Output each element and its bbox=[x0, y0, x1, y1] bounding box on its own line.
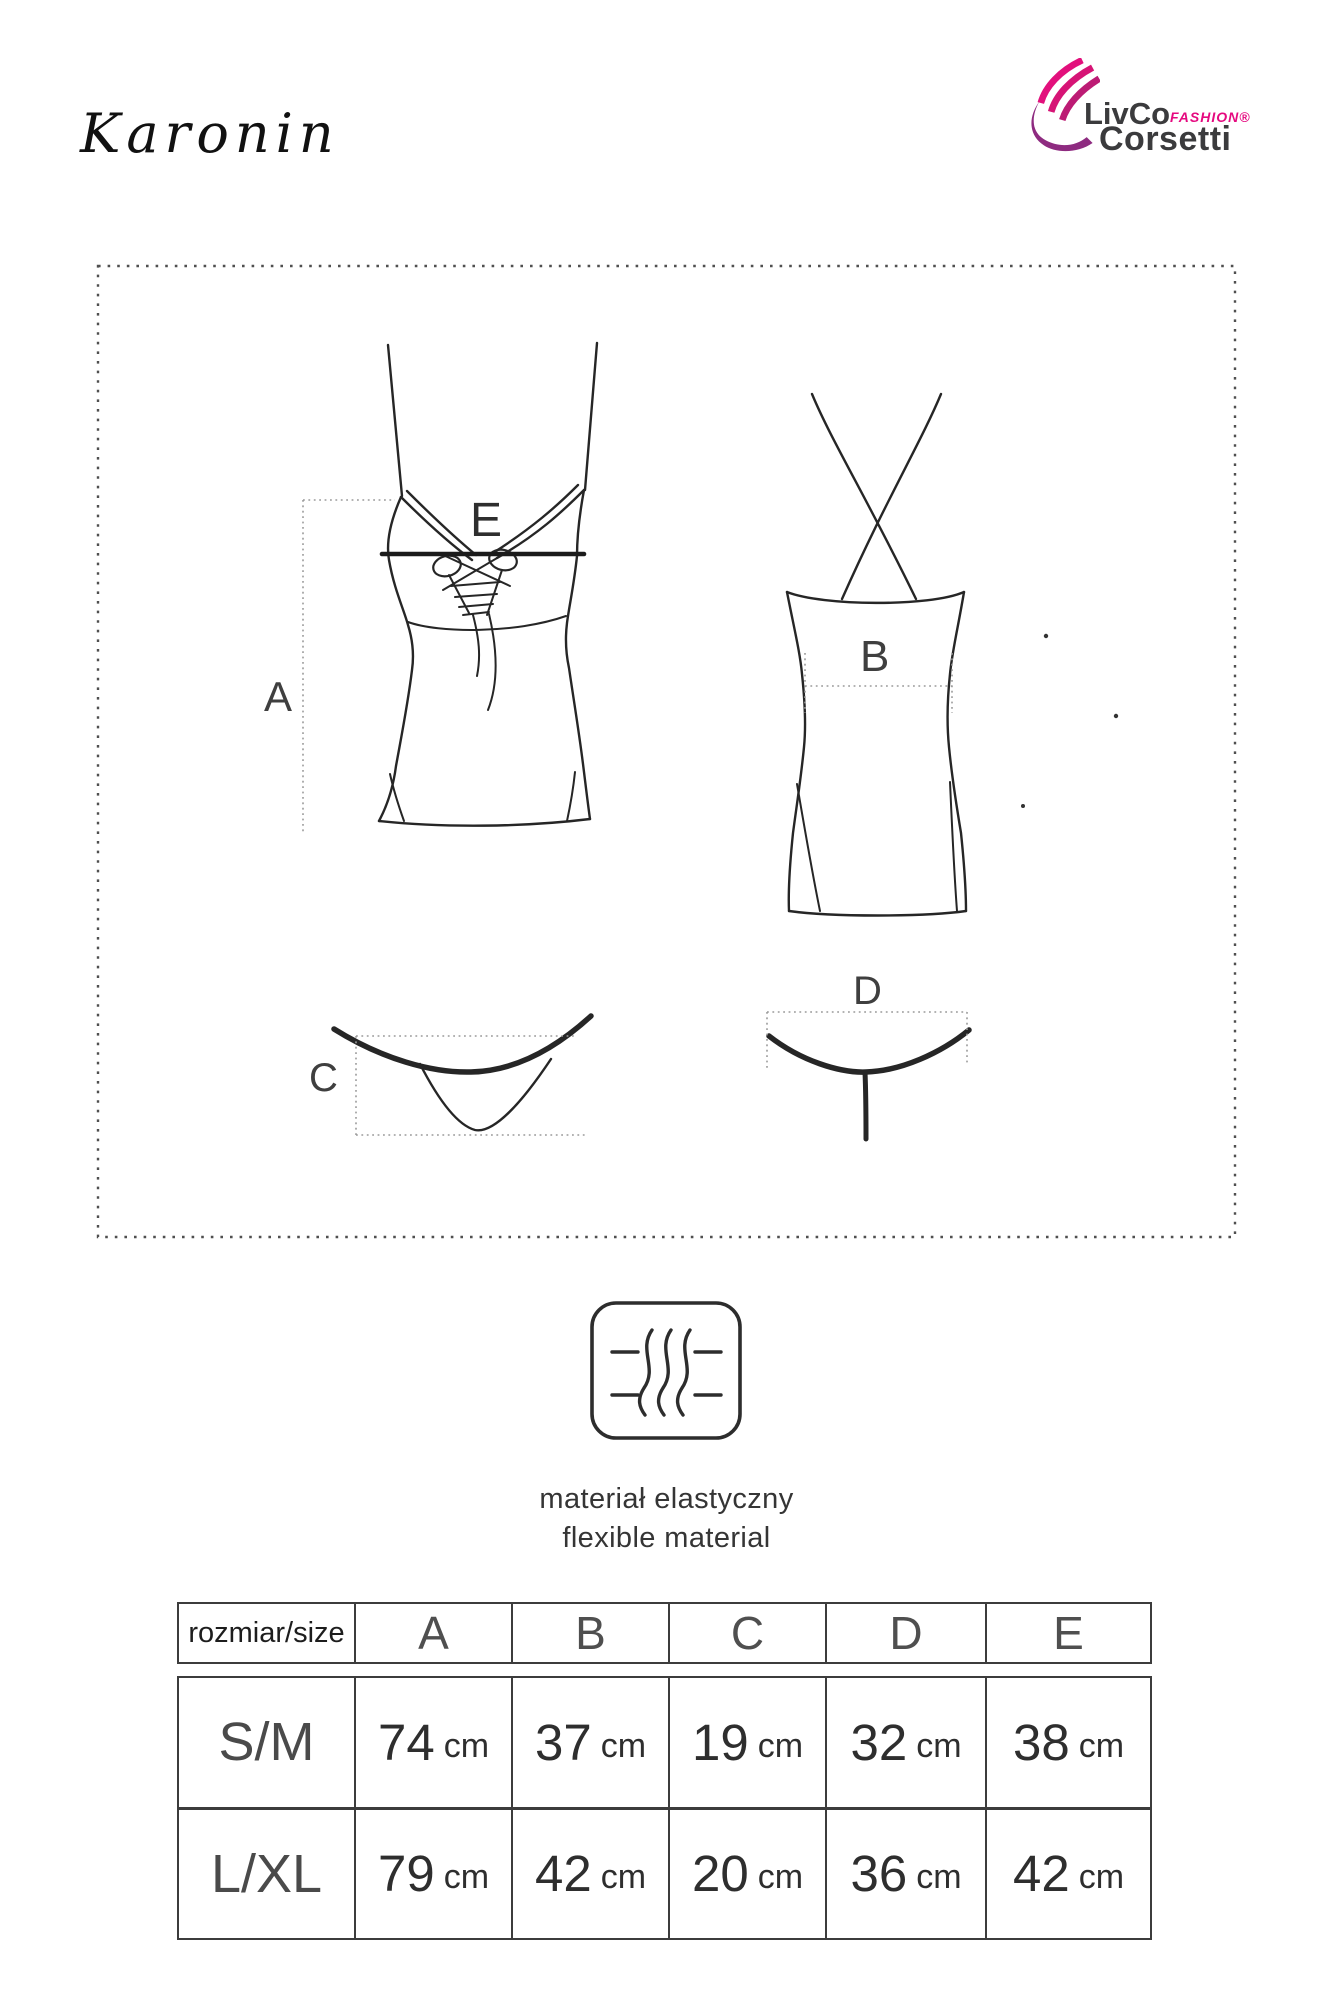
header-cell-size: rozmiar/size bbox=[188, 1616, 345, 1649]
measurement-label-c: C bbox=[309, 1056, 338, 1100]
size-cell: S/M bbox=[218, 1712, 315, 1773]
flexible-material-icon bbox=[592, 1303, 740, 1438]
logo-brand-top: LivCo bbox=[1084, 96, 1171, 131]
measurement-label-b: B bbox=[860, 632, 890, 681]
measurement-a bbox=[264, 500, 395, 834]
value-cell: 19 cm bbox=[668, 1678, 825, 1807]
header-cell-d: D bbox=[825, 1604, 985, 1662]
value-cell: 79 cm bbox=[354, 1810, 511, 1939]
front-view-drawing bbox=[379, 343, 597, 826]
header-cell-a: A bbox=[354, 1604, 511, 1662]
table-row-lxl bbox=[179, 1807, 1150, 1939]
value-cell: 74 cm bbox=[354, 1678, 511, 1807]
scan-specks bbox=[1021, 634, 1118, 808]
logo-fashion-tag: FASHION® bbox=[1170, 109, 1251, 125]
value-cell: 20 cm bbox=[668, 1810, 825, 1939]
material-caption-line1: materiał elastyczny bbox=[539, 1483, 794, 1515]
measurement-label-a: A bbox=[264, 673, 293, 720]
size-table-header bbox=[177, 1602, 1152, 1664]
size-table-body bbox=[177, 1676, 1152, 1940]
measurement-label-d: D bbox=[853, 969, 882, 1013]
value-cell: 37 cm bbox=[511, 1678, 668, 1807]
value-cell: 36 cm bbox=[825, 1810, 985, 1939]
material-caption-line2: flexible material bbox=[562, 1522, 771, 1554]
page-title: Karonin bbox=[80, 102, 340, 165]
panties-front-drawing bbox=[334, 1016, 591, 1130]
panties-back-drawing bbox=[769, 1030, 969, 1139]
value-cell: 42 cm bbox=[511, 1810, 668, 1939]
material-caption bbox=[0, 1480, 1333, 1558]
header-cell-e: E bbox=[985, 1604, 1150, 1662]
logo-brand-bottom: Corsetti bbox=[1099, 120, 1232, 158]
measurement-b bbox=[805, 632, 952, 713]
header-cell-c: C bbox=[668, 1604, 825, 1662]
size-cell: L/XL bbox=[210, 1843, 323, 1904]
header-cell-b: B bbox=[511, 1604, 668, 1662]
value-cell: 42 cm bbox=[985, 1810, 1150, 1939]
value-cell: 38 cm bbox=[985, 1678, 1150, 1807]
dotted-frame bbox=[98, 266, 1235, 1237]
value-cell: 32 cm bbox=[825, 1678, 985, 1807]
table-row-sm bbox=[179, 1678, 1150, 1807]
measurement-label-e: E bbox=[470, 494, 503, 547]
